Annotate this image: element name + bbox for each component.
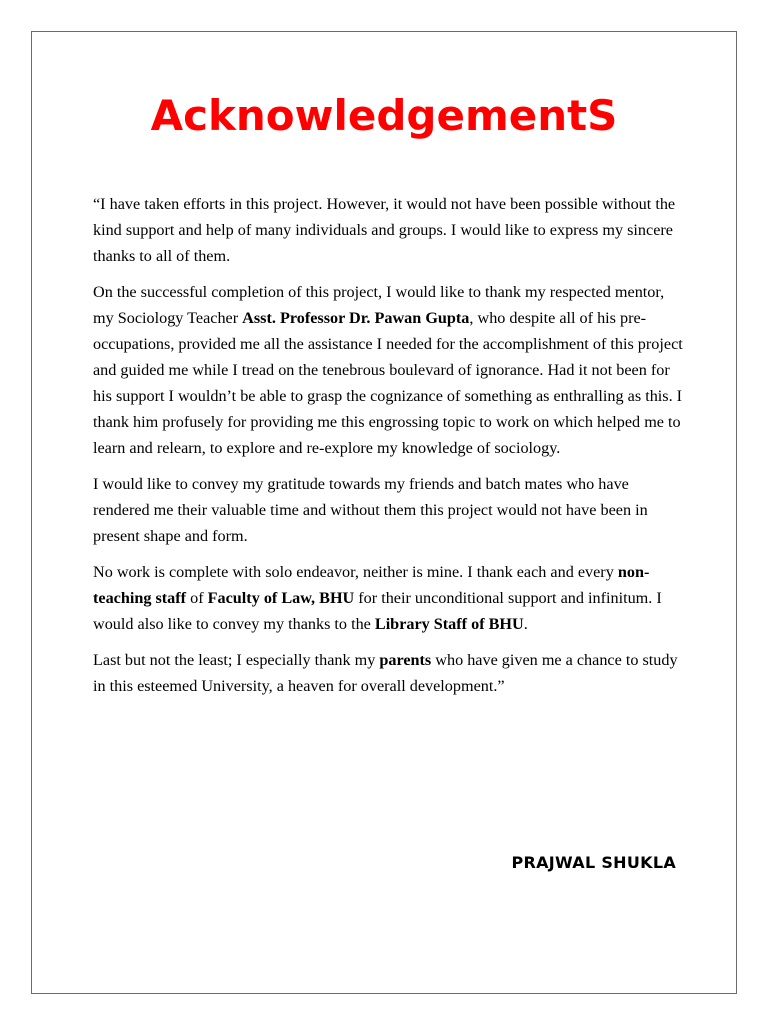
paragraph-intro xyxy=(93,191,683,269)
paragraph-staff xyxy=(93,559,683,637)
paragraph-text: . xyxy=(523,615,528,633)
library-staff-label: Library Staff of BHU xyxy=(374,615,524,633)
signature-name: PRAJWAL SHUKLA xyxy=(511,853,676,872)
paragraph-mentor xyxy=(93,279,683,461)
mentor-name: Asst. Professor Dr. Pawan Gupta xyxy=(242,309,470,327)
paragraph-text: who have given me a chance to study in this esteemed University, a heaven for overall development.” xyxy=(93,651,678,695)
paragraph-text: No work is complete with solo endeavor, neither is mine. I thank each and every xyxy=(93,563,618,581)
paragraph-friends xyxy=(93,471,683,549)
parents-label: parents xyxy=(379,651,432,669)
paragraph-text: for their unconditional support and infinitum. I would also like to convey my thanks to the xyxy=(93,589,662,633)
paragraph-text: “I have taken efforts in this project. However, it would not have been possible without the kind support and help of many individuals and groups. I would like to express my sincere thanks to all of them. xyxy=(93,195,676,265)
paragraph-text: I would like to convey my gratitude towards my friends and batch mates who have rendered me their valuable time and without them this project would not have been in present shape and form. xyxy=(93,475,648,545)
page-title: AcknowledgementS xyxy=(150,91,618,140)
paragraph-text: , who despite all of his pre-occupations, provided me all the assistance I needed for the accomplishment of this project and guided me while I tread on the tenebrous boulevard of ignorance. Had it not been for his support I wouldn’t be able to grasp the cognizance of something as enthralling as this. I thank him profusely for providing me this engrossing topic to work on which helped me to learn and relearn, to explore and re-explore my knowledge of sociology. xyxy=(93,309,683,457)
acknowledgement-body xyxy=(93,191,683,709)
paragraph-text: of xyxy=(186,589,208,607)
paragraph-text: Last but not the least; I especially thank my xyxy=(93,651,380,669)
faculty-name: Faculty of Law, BHU xyxy=(207,589,355,607)
paragraph-parents xyxy=(93,647,683,699)
non-teaching-staff-label: non-teaching staff xyxy=(93,563,650,607)
paragraph-text: On the successful completion of this project, I would like to thank my respected mentor, my Sociology Teacher xyxy=(93,283,665,327)
